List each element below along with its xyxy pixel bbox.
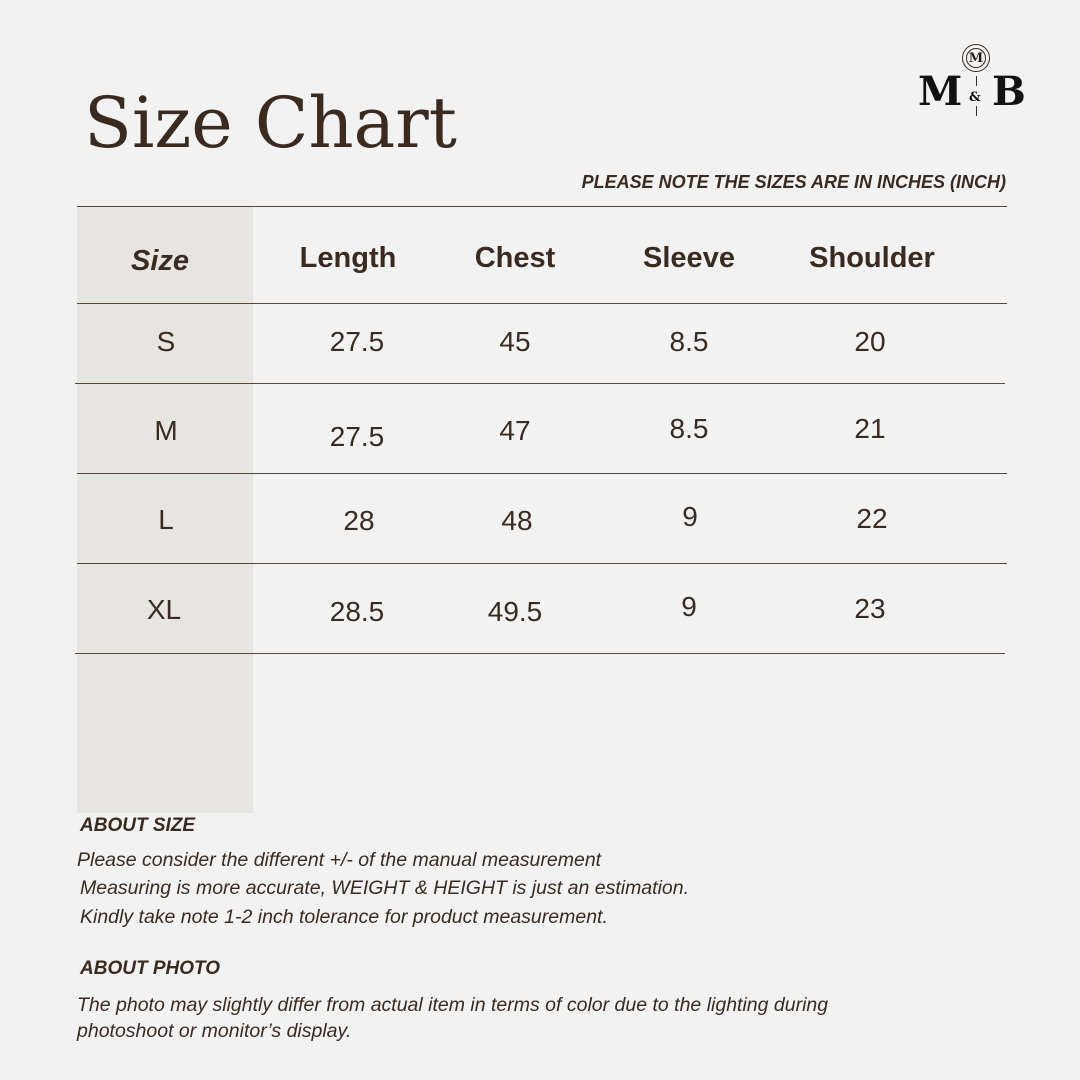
logo-ampersand: & — [969, 90, 981, 105]
logo-letter-m: M — [918, 68, 963, 115]
cell-length: 28.5 — [329, 596, 385, 627]
header-chest: Chest — [474, 242, 556, 274]
table-row-rule — [75, 383, 1005, 384]
cell-length: 27.5 — [329, 421, 385, 452]
cell-sleeve: 9 — [682, 501, 698, 532]
table-header-rule — [77, 303, 1007, 304]
cell-sleeve: 9 — [681, 591, 697, 622]
about-size-line: Please consider the different +/- of the manual measurement — [77, 849, 602, 871]
about-size-line: Measuring is more accurate, WEIGHT & HEIGHT is just an estimation. — [80, 877, 690, 899]
logo-emblem-icon: M — [962, 44, 990, 72]
cell-size: XL — [146, 594, 182, 625]
logo-letter-b: B — [992, 68, 1026, 115]
cell-sleeve: 8.5 — [669, 413, 709, 444]
cell-size: S — [156, 326, 176, 357]
brand-logo — [918, 42, 1030, 122]
header-size: Size — [130, 245, 190, 277]
header-sleeve: Sleeve — [643, 242, 735, 274]
page-title: Size Chart — [84, 82, 457, 164]
cell-chest: 47 — [499, 415, 531, 446]
cell-length: 28 — [343, 505, 375, 536]
about-photo-line: photoshoot or monitor’s display. — [77, 1020, 352, 1042]
about-size-line: Kindly take note 1-2 inch tolerance for product measurement. — [80, 906, 608, 928]
about-size-heading: ABOUT SIZE — [80, 815, 196, 836]
about-photo-line: The photo may slightly differ from actual item in terms of color due to the lighting during — [77, 994, 829, 1016]
units-note: PLEASE NOTE THE SIZES ARE IN INCHES (INCH) — [581, 172, 1006, 192]
cell-shoulder: 21 — [854, 413, 886, 444]
header-length: Length — [299, 242, 397, 274]
cell-chest: 48 — [501, 505, 533, 536]
cell-shoulder: 20 — [854, 326, 886, 357]
cell-shoulder: 22 — [856, 503, 888, 534]
cell-chest: 49.5 — [487, 596, 543, 627]
cell-shoulder: 23 — [854, 593, 886, 624]
about-photo-heading: ABOUT PHOTO — [80, 958, 221, 979]
header-shoulder: Shoulder — [809, 242, 935, 274]
table-row-rule — [77, 563, 1007, 564]
cell-size: L — [158, 504, 174, 535]
table-row-rule — [77, 473, 1007, 474]
cell-length: 27.5 — [329, 326, 385, 357]
cell-size: M — [154, 415, 178, 446]
table-bottom-rule — [75, 653, 1005, 654]
cell-chest: 45 — [499, 326, 531, 357]
cell-sleeve: 8.5 — [669, 326, 709, 357]
table-top-rule — [77, 206, 1007, 207]
